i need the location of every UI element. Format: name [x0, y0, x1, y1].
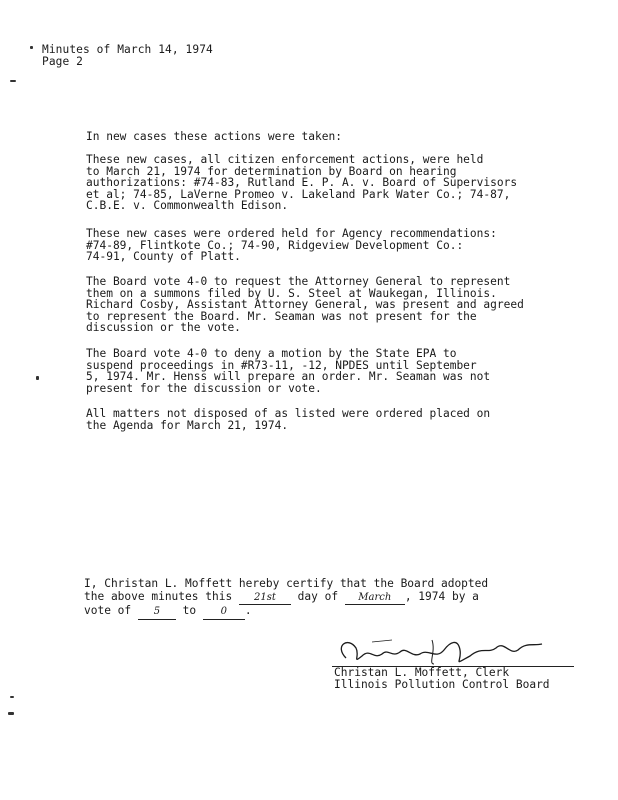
handwritten-vote-for: 5 [138, 606, 176, 620]
scan-mark [36, 376, 39, 380]
agenda-paragraph [86, 408, 556, 431]
text-line: vote of 5 to 0 . [84, 605, 488, 620]
text-line: The Board vote 4-0 to request the Attorney General to represent [86, 275, 511, 288]
attorney-general-paragraph [86, 276, 556, 334]
epa-motion-paragraph [86, 348, 556, 394]
signer-name: Christan L. Moffett, Clerk [334, 666, 510, 679]
text-line: These new cases, all citizen enforcement actions, were held [86, 153, 484, 166]
text-line: In new cases these actions were taken: [86, 130, 342, 143]
scan-mark [30, 46, 33, 49]
text-line: authorizations: #74-83, Rutland E. P. A. v. Board of Supervisors [86, 176, 518, 190]
text-line: to March 21, 1974 for determination by Board on hearing [86, 164, 457, 178]
text-line: These new cases were ordered held for Agency recommendations: [86, 227, 497, 240]
citizen-enforcement-paragraph [86, 154, 556, 212]
certification-statement [84, 578, 488, 620]
handwritten-vote-against: 0 [203, 606, 245, 620]
agency-recommendations-paragraph [86, 228, 556, 263]
text-line: discussion or the vote. [86, 321, 241, 335]
handwritten-signature [332, 634, 552, 670]
scan-mark [8, 712, 14, 715]
minutes-date-header: Minutes of March 14, 1974 [42, 43, 213, 56]
text-line: the Agenda for March 21, 1974. [86, 418, 289, 432]
text-line: All matters not disposed of as listed were ordered placed on [86, 407, 491, 420]
page-number: Page 2 [42, 55, 84, 68]
text-line: et al; 74-85, LaVerne Promeo v. Lakeland Park Water Co.; 74-87, [86, 187, 511, 201]
text-line: the above minutes this 21st day of March , 1974 by a [84, 591, 488, 606]
text-line: suspend proceedings in #R73-11, -12, NPDES until September [86, 358, 477, 372]
text-line: Richard Cosby, Assistant Attorney General, was present and agreed [86, 298, 524, 312]
text-line: The Board vote 4-0 to deny a motion by the State EPA to [86, 347, 457, 360]
text-line: 5, 1974. Mr. Henss will prepare an order. Mr. Seaman was not [86, 370, 491, 384]
scan-mark [10, 80, 16, 82]
text-line: to represent the Board. Mr. Seaman was not present for the [86, 309, 477, 323]
text-line: present for the discussion or vote. [86, 381, 322, 395]
text-line: #74-89, Flintkote Co.; 74-90, Ridgeview Development Co.: [86, 238, 464, 252]
text-line: C.B.E. v. Commonwealth Edison. [86, 199, 289, 213]
handwritten-day: 21st [239, 592, 291, 606]
scan-mark [10, 696, 14, 698]
handwritten-month: March [345, 592, 405, 606]
signer-organization: Illinois Pollution Control Board [334, 678, 550, 691]
intro-paragraph [86, 131, 556, 143]
text-line: I, Christan L. Moffett hereby certify that the Board adopted [84, 577, 489, 590]
text-line: 74-91, County of Platt. [86, 250, 241, 264]
text-line: them on a summons filed by U. S. Steel at Waukegan, Illinois. [86, 286, 497, 300]
